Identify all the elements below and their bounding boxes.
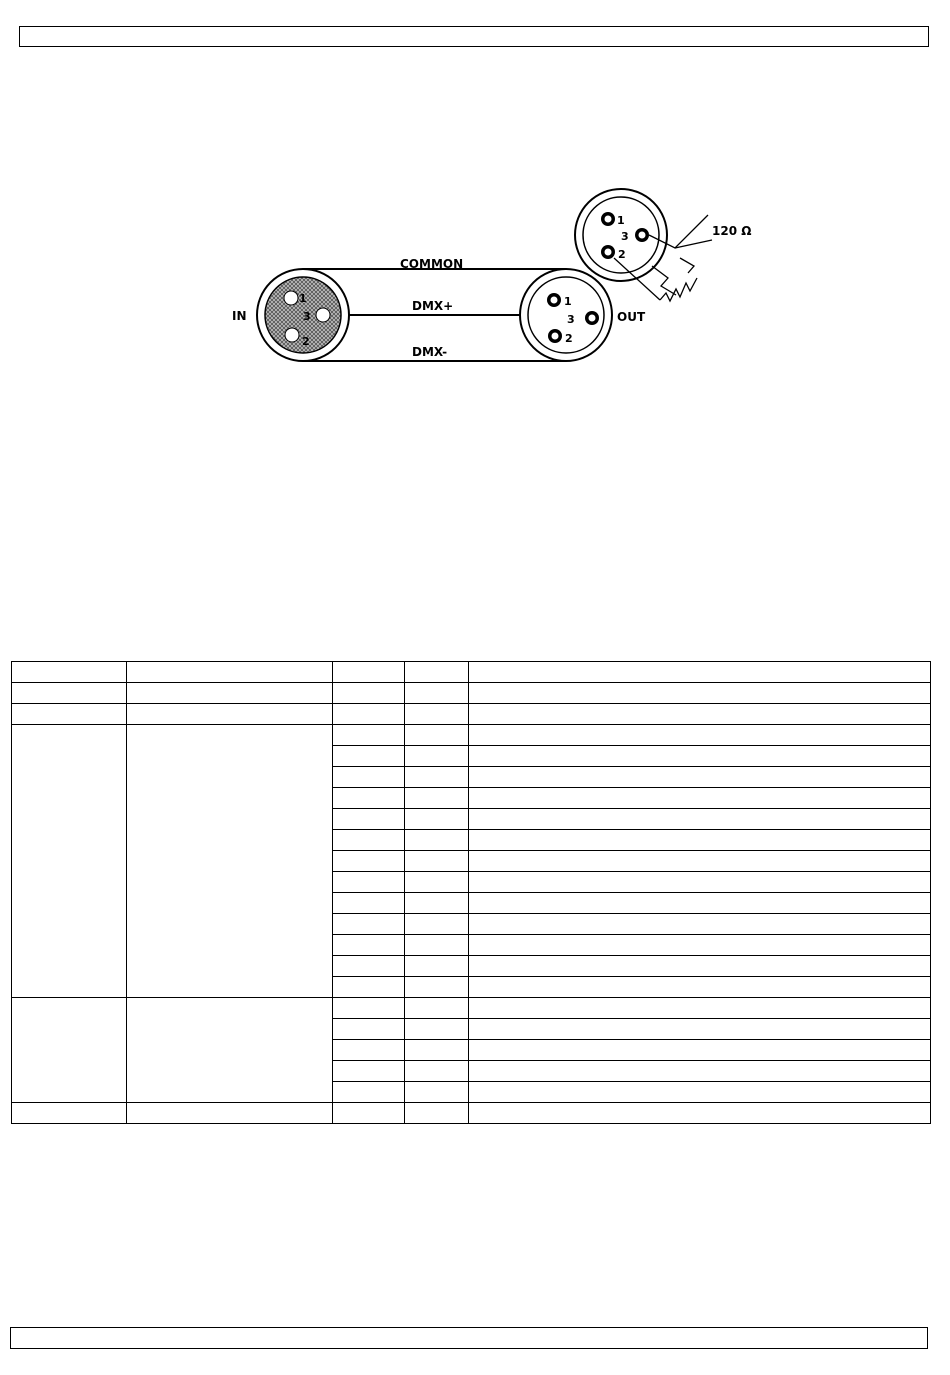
table-cell: [405, 977, 469, 998]
table-cell: [405, 788, 469, 809]
table-cell: [333, 1103, 405, 1124]
table-cell: [127, 1103, 333, 1124]
table-cell: [405, 998, 469, 1019]
table-cell: [469, 704, 931, 725]
table-cell: [333, 809, 405, 830]
table-cell: [333, 998, 405, 1019]
table-cell: [127, 704, 333, 725]
table-cell: [469, 1040, 931, 1061]
table-cell-merged: [127, 998, 333, 1103]
table-cell-merged: [12, 725, 127, 998]
table-cell: [127, 683, 333, 704]
table-cell: [12, 1103, 127, 1124]
term-pin-2-label: 2: [618, 248, 626, 261]
table-cell: [469, 1103, 931, 1124]
table-cell: [333, 956, 405, 977]
page-footer-box: [10, 1327, 928, 1349]
dmx-wiring-diagram: [0, 0, 950, 420]
table-cell: [405, 725, 469, 746]
table-cell: [469, 998, 931, 1019]
out-connector: [520, 269, 612, 361]
table-row: [12, 998, 931, 1019]
table-cell: [469, 893, 931, 914]
table-cell: [333, 977, 405, 998]
table-cell: [405, 767, 469, 788]
table-cell: [469, 662, 931, 683]
wire-dmx-minus-label: DMX-: [412, 345, 448, 359]
table-row: [12, 725, 931, 746]
dmx-channel-table: [11, 661, 931, 1124]
out-label: OUT: [617, 310, 646, 324]
table-cell: [469, 830, 931, 851]
in-pin-3-label: 3: [303, 310, 311, 323]
table-cell: [469, 746, 931, 767]
wire-dmx-plus-label: DMX+: [412, 299, 454, 313]
table-cell: [469, 725, 931, 746]
table-cell: [405, 746, 469, 767]
table-row: [12, 704, 931, 725]
table-cell: [469, 767, 931, 788]
table-cell: [333, 683, 405, 704]
in-pin-2-label: 2: [302, 335, 310, 348]
table-cell: [405, 704, 469, 725]
wire-common-label: COMMON: [400, 257, 464, 271]
table-cell-merged: [12, 998, 127, 1103]
out-pin-1-label: 1: [564, 295, 572, 308]
table-cell: [405, 1082, 469, 1103]
table-cell-merged: [127, 725, 333, 998]
table-cell: [469, 809, 931, 830]
table-cell: [333, 893, 405, 914]
table-cell: [469, 872, 931, 893]
table-cell: [333, 872, 405, 893]
table-cell: [333, 914, 405, 935]
out-pin-3-label: 3: [567, 313, 575, 326]
table-cell: [405, 893, 469, 914]
table-cell: [405, 1061, 469, 1082]
table-row: [12, 683, 931, 704]
in-pin-1-label: 1: [299, 292, 307, 305]
table-cell: [405, 683, 469, 704]
table-cell: [469, 851, 931, 872]
table-cell: [469, 914, 931, 935]
resistor-label: 120 Ω: [712, 224, 752, 238]
table-cell: [469, 1082, 931, 1103]
table-cell: [405, 914, 469, 935]
table-cell: [333, 704, 405, 725]
table-cell: [333, 767, 405, 788]
table-cell: [405, 1040, 469, 1061]
table-cell: [405, 851, 469, 872]
table-cell: [333, 830, 405, 851]
table-cell: [405, 1103, 469, 1124]
table-cell: [333, 1082, 405, 1103]
table-cell: [469, 1019, 931, 1040]
table-cell: [469, 683, 931, 704]
in-connector: [257, 269, 349, 361]
out-pin-2-label: 2: [565, 332, 573, 345]
table-cell: [12, 704, 127, 725]
table-cell: [333, 662, 405, 683]
table-cell: [469, 935, 931, 956]
table-cell: [405, 956, 469, 977]
table-cell: [405, 935, 469, 956]
table-cell: [12, 683, 127, 704]
table-header-row: [12, 662, 931, 683]
table-row: [12, 1103, 931, 1124]
table-cell: [405, 1019, 469, 1040]
in-label: IN: [232, 309, 247, 323]
table-cell: [333, 1061, 405, 1082]
table-cell: [469, 788, 931, 809]
term-pin-1-label: 1: [617, 214, 625, 227]
table-cell: [405, 830, 469, 851]
table-cell: [333, 725, 405, 746]
table-cell: [12, 662, 127, 683]
table-cell: [333, 746, 405, 767]
term-pin-3-label: 3: [621, 230, 629, 243]
table-cell: [405, 662, 469, 683]
table-cell: [469, 977, 931, 998]
table-cell: [333, 935, 405, 956]
table-cell: [333, 1019, 405, 1040]
table-cell: [469, 956, 931, 977]
table-cell: [405, 872, 469, 893]
table-cell: [405, 809, 469, 830]
table-cell: [333, 1040, 405, 1061]
table-cell: [333, 788, 405, 809]
table-cell: [469, 1061, 931, 1082]
table-cell: [127, 662, 333, 683]
table-cell: [333, 851, 405, 872]
